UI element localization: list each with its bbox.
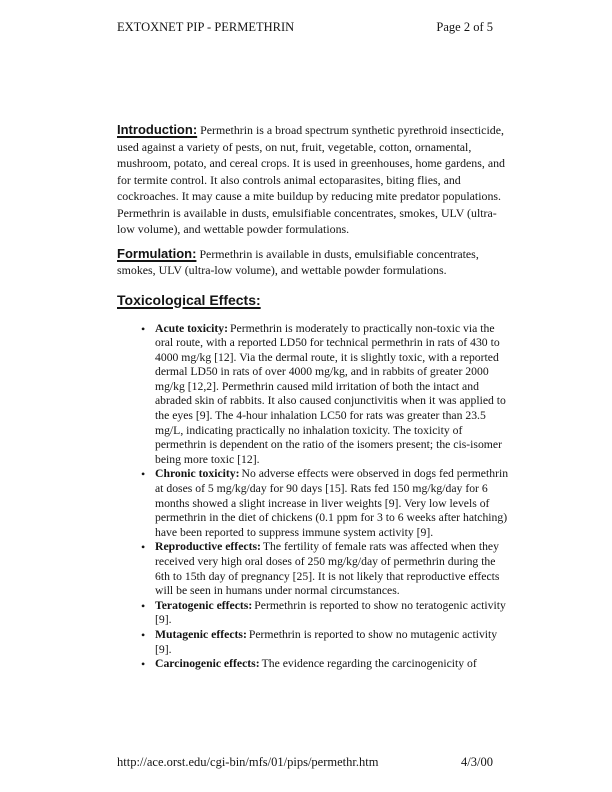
list-item-reproductive-effects	[155, 540, 509, 598]
mutagenic-effects-label: Mutagenic effects:	[155, 627, 247, 641]
bullet-icon	[141, 628, 145, 643]
list-item-carcinogenic-effects	[155, 657, 509, 672]
introduction-heading: Introduction:	[117, 122, 198, 137]
bullet-icon	[141, 599, 145, 614]
acute-toxicity-text: Permethrin is moderately to practically non-toxic via the oral route, with a reported LD50 for technical permethrin in rats of 430 to 4000 mg/kg [12]. Via the dermal route, it is slightly toxic, with a reported dermal LD50 in rats of over 4000 mg/kg, and in rabbits of greater 2000 mg/kg [12,2]. Permethrin caused mild irritation of both the intact and abraded skin of rabbits. It also caused conjunctivitis when it was applied to the eyes [9]. The 4-hour inhalation LC50 for rats was greater than 23.5 mg/L, indicating practically no inhalation toxicity. The toxicity of permethrin is dependent on the ratio of the isomers present; the cis-isomer being more toxic [12].	[155, 321, 506, 466]
introduction-text: Permethrin is a broad spectrum synthetic pyrethroid insecticide, used against a variety of pests, on nut, fruit, vegetable, cotton, ornamental, mushroom, potato, and cereal crops. It is used in greenhouses, home gardens, and for termite control. It also controls animal ectoparasites, biting flies, and cockroaches. It may cause a mite buildup by reducing mite predator populations. Permethrin is available in dusts, emulsifiable concentrates, smokes, ULV (ultra-low volume), and wettable powder formulations.	[117, 123, 505, 236]
teratogenic-effects-text: Permethrin is reported to show no teratogenic activity [9].	[155, 598, 506, 627]
list-item-chronic-toxicity	[155, 467, 509, 540]
header-title: EXTOXNET PIP - PERMETHRIN	[117, 20, 295, 34]
list-item-mutagenic-effects	[155, 628, 509, 657]
bullet-icon	[141, 540, 145, 555]
bullet-icon	[141, 322, 145, 337]
formulation-text: Permethrin is available in dusts, emulsifiable concentrates, smokes, ULV (ultra-low volume), and wettable powder formulations.	[117, 246, 479, 277]
footer-url: http://ace.orst.edu/cgi-bin/mfs/01/pips/permethr.htm	[117, 755, 379, 769]
toxicological-effects-heading: Toxicological Effects:	[117, 291, 261, 308]
toxicological-effects-list	[117, 322, 509, 672]
introduction-paragraph	[117, 122, 509, 238]
list-item-acute-toxicity	[155, 322, 509, 468]
document-content	[117, 122, 509, 672]
page-header	[117, 20, 493, 35]
formulation-heading: Formulation:	[117, 245, 197, 261]
mutagenic-effects-text: Permethrin is reported to show no mutagenic activity [9].	[155, 627, 498, 656]
carcinogenic-effects-text: The evidence regarding the carcinogenicity of	[261, 657, 477, 671]
teratogenic-effects-label: Teratogenic effects:	[155, 598, 253, 612]
reproductive-effects-text: The fertility of female rats was affected when they received very high oral doses of 250 mg/kg/day of permethrin during the 6th to 15th day of pregnancy [25]. It is not likely that reproductive effects will be seen in humans under normal circumstances.	[155, 540, 500, 598]
bullet-icon	[141, 467, 145, 482]
chronic-toxicity-text: No adverse effects were observed in dogs fed permethrin at doses of 5 mg/kg/day for 90 days [15]. Rats fed 150 mg/kg/day for 6 months showed a slight increase in liver weights [9]. Very low levels of permethrin in the diet of chickens (0.1 ppm for 3 to 6 weeks after hatching) have been reported to suppress immune system activity [9].	[155, 467, 509, 539]
formulation-paragraph	[117, 246, 509, 279]
bullet-icon	[141, 657, 145, 672]
list-item-teratogenic-effects	[155, 599, 509, 628]
footer-date: 4/3/00	[461, 755, 493, 769]
header-page-number: Page 2 of 5	[436, 20, 493, 34]
carcinogenic-effects-label: Carcinogenic effects:	[155, 657, 260, 671]
reproductive-effects-label: Reproductive effects:	[155, 540, 261, 554]
page-footer	[117, 755, 493, 770]
chronic-toxicity-label: Chronic toxicity:	[155, 467, 240, 481]
acute-toxicity-label: Acute toxicity:	[155, 321, 229, 335]
